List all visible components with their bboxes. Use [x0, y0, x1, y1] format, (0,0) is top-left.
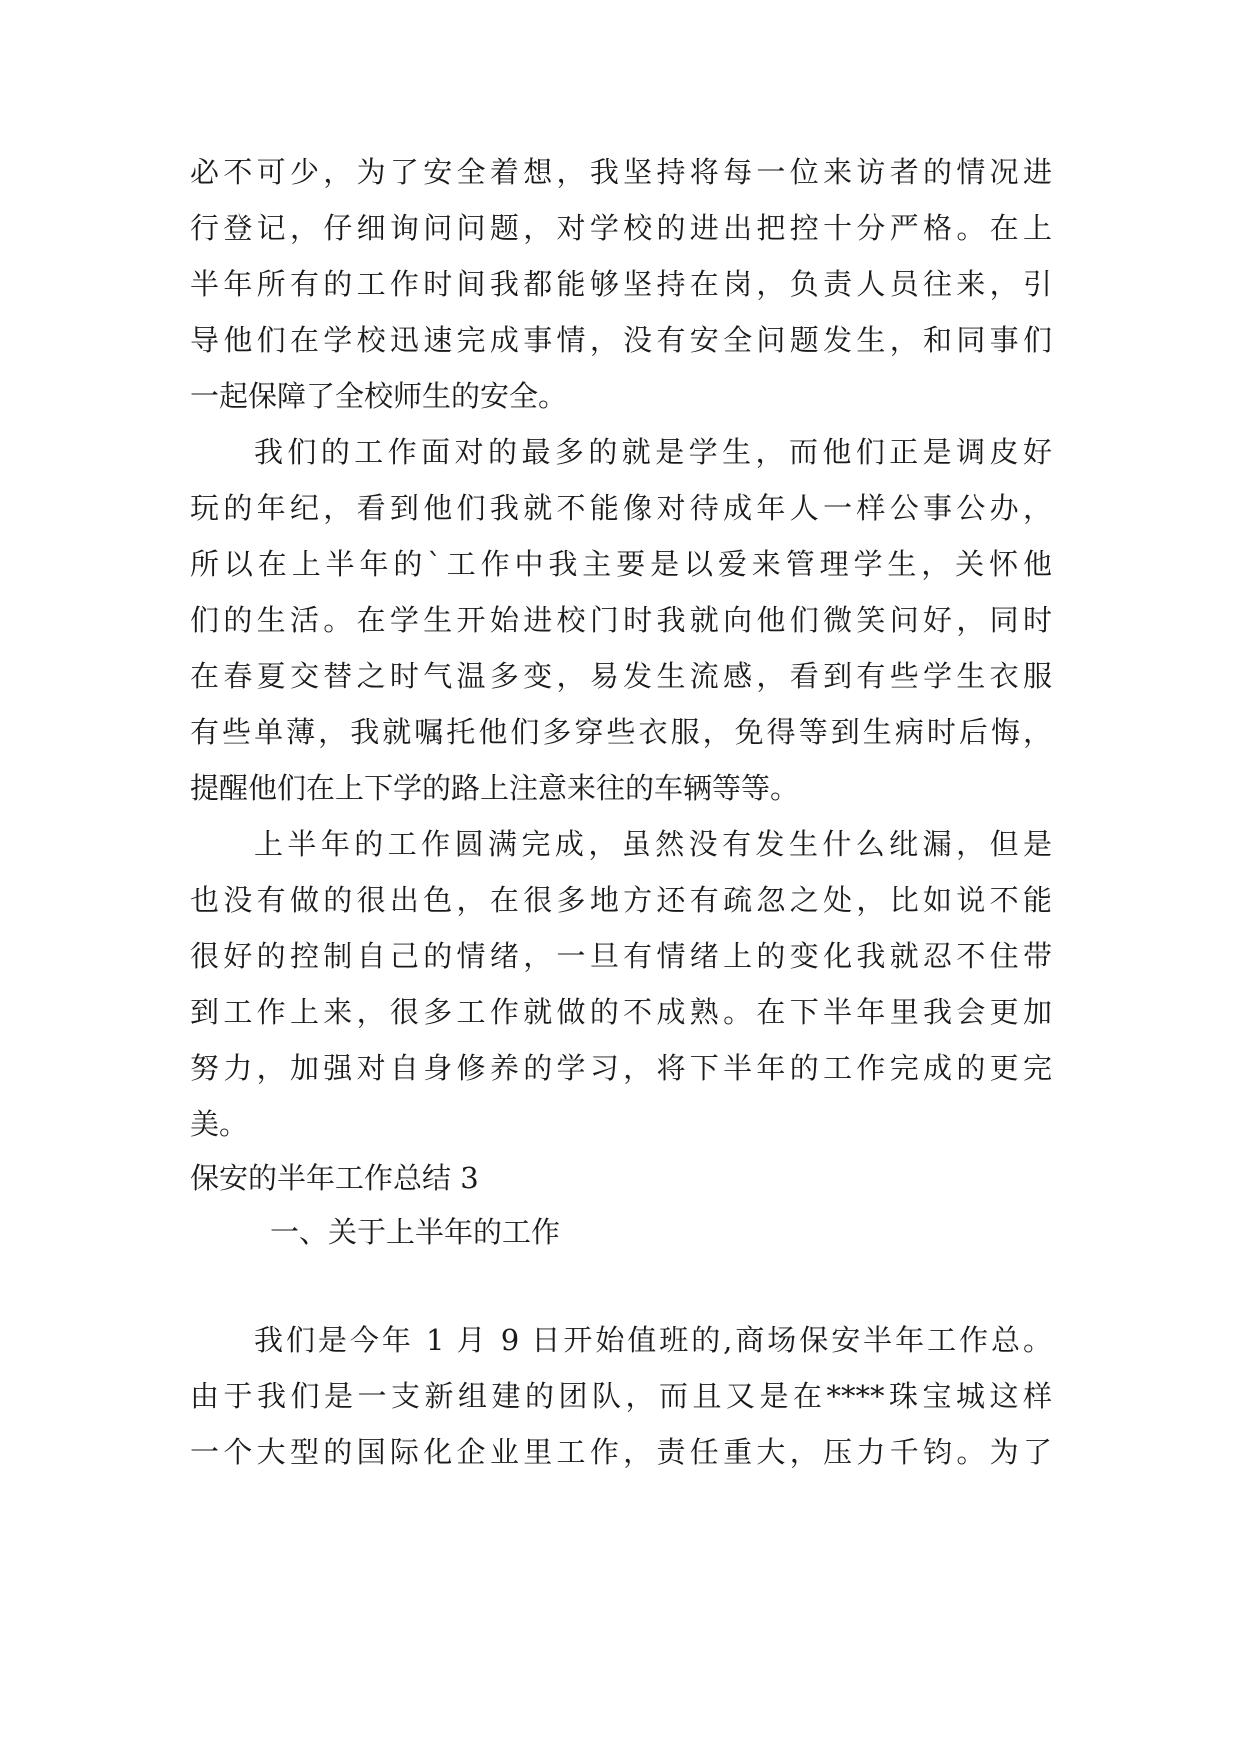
paragraph-1-line-4: 导他们在学校迅速完成事情，没有安全问题发生，和同事们 [190, 323, 1052, 357]
paragraph-3-line-5: 努力，加强对自身修养的学习，将下半年的工作完成的更完 [190, 1051, 1052, 1085]
paragraph-2-line-7: 提醒他们在上下学的路上注意来往的车辆等等。 [190, 771, 800, 805]
paragraph-3-line-2: 也没有做的很出色，在很多地方还有疏忽之处，比如说不能 [190, 883, 1052, 917]
paragraph-3-line-4: 到工作上来，很多工作就做的不成熟。在下半年里我会更加 [190, 995, 1052, 1029]
paragraph-2-line-3: 所以在上半年的`工作中我主要是以爱来管理学生，关怀他 [190, 547, 1052, 581]
paragraph-2-line-4: 们的生活。在学生开始进校门时我就向他们微笑问好，同时 [190, 603, 1052, 637]
paragraph-2-line-5: 在春夏交替之时气温多变，易发生流感，看到有些学生衣服 [190, 659, 1052, 693]
paragraph-3-line-1: 上半年的工作圆满完成，虽然没有发生什么纰漏，但是 [254, 827, 1052, 861]
paragraph-2-line-1: 我们的工作面对的最多的就是学生，而他们正是调皮好 [254, 435, 1052, 469]
paragraph-1-line-5: 一起保障了全校师生的安全。 [190, 379, 568, 413]
paragraph-3-line-6: 美。 [190, 1107, 249, 1141]
final-paragraph-line-1: 我们是今年 1 月 9 日开始值班的,商场保安半年工作总。 [254, 1323, 1052, 1357]
subsection-title: 一、关于上半年的工作 [270, 1215, 561, 1249]
final-paragraph-line-3: 一个大型的国际化企业里工作，责任重大，压力千钧。为了 [190, 1435, 1052, 1469]
paragraph-1-line-1: 必不可少，为了安全着想，我坚持将每一位来访者的情况进 [190, 155, 1052, 189]
paragraph-3-line-3: 很好的控制自己的情绪，一旦有情绪上的变化我就忍不住带 [190, 939, 1052, 973]
paragraph-2-line-2: 玩的年纪，看到他们我就不能像对待成年人一样公事公办， [190, 491, 1052, 525]
section-title: 保安的半年工作总结 3 [190, 1161, 479, 1195]
paragraph-1-line-2: 行登记，仔细询问问题，对学校的进出把控十分严格。在上 [190, 211, 1052, 245]
paragraph-2-line-6: 有些单薄，我就嘱托他们多穿些衣服，免得等到生病时后悔， [190, 715, 1052, 749]
final-paragraph-line-2: 由于我们是一支新组建的团队，而且又是在****珠宝城这样 [190, 1379, 1052, 1413]
paragraph-1-line-3: 半年所有的工作时间我都能够坚持在岗，负责人员往来，引 [190, 267, 1052, 301]
